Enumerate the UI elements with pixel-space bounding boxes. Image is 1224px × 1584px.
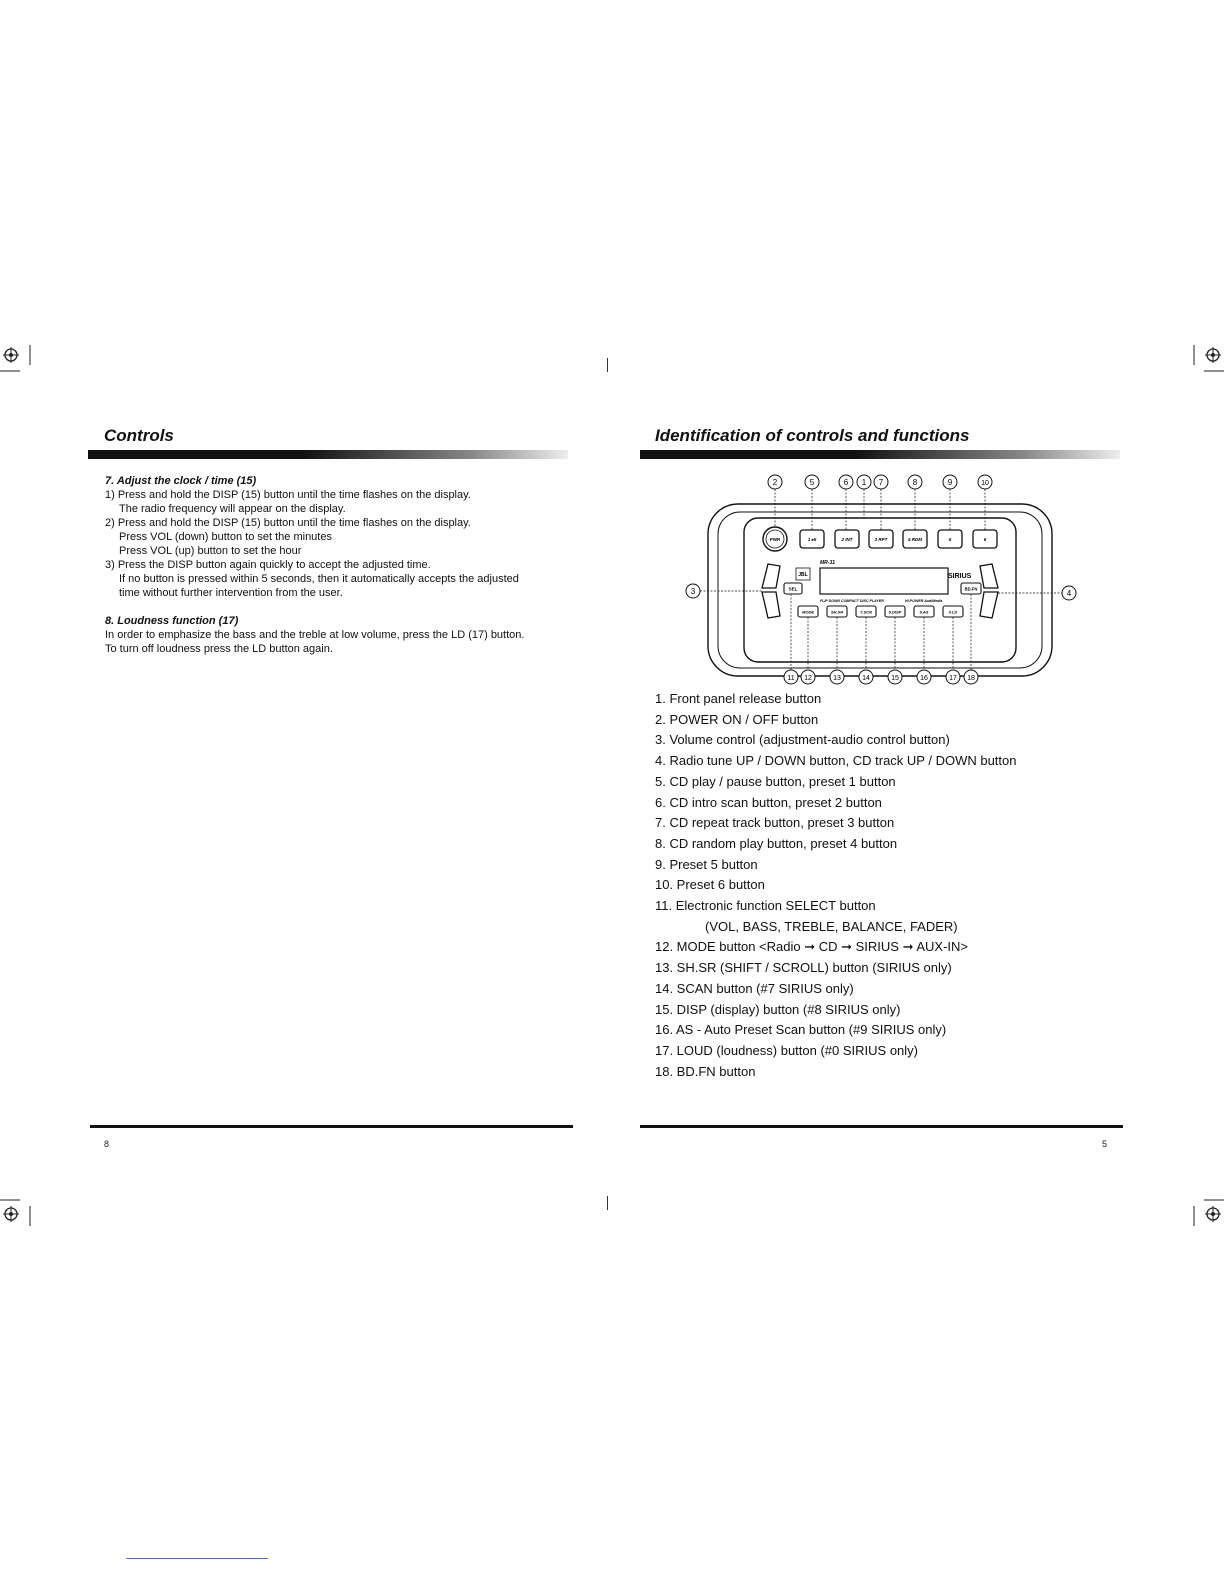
section-title: 7. Adjust the clock / time (15) xyxy=(105,475,257,487)
shsr-label: SH.SR xyxy=(830,609,844,615)
callout-9: 9 xyxy=(947,478,953,487)
tune-up-rocker xyxy=(980,564,998,588)
tune-down-rocker xyxy=(980,592,998,618)
callout-11: 11 xyxy=(787,675,795,682)
preset-2-label: 2 INT xyxy=(841,537,853,542)
sirius-logo: SIRIUS xyxy=(948,573,972,580)
caption-left: FLIP DOWN COMPACT DISC PLAYER xyxy=(820,599,884,603)
callout-16: 16 xyxy=(920,675,928,682)
footer-rule xyxy=(640,1125,1123,1128)
callout-8: 8 xyxy=(912,478,918,487)
list-item: 13. SH.SR (SHIFT / SCROLL) button (SIRIUS only) xyxy=(655,960,952,976)
text-line: Press VOL (down) button to set the minutes xyxy=(119,531,332,543)
volume-down-rocker xyxy=(762,592,780,618)
list-item: 14. SCAN button (#7 SIRIUS only) xyxy=(655,980,854,996)
preset-5-label: 5 xyxy=(948,537,952,542)
brand-badge-label: JBL xyxy=(798,572,808,578)
left-page-heading: Controls xyxy=(104,426,174,445)
list-item: 17. LOUD (loudness) button (#0 SIRIUS only) xyxy=(655,1042,919,1058)
mode-label: MODE xyxy=(802,609,814,615)
text-line: 1) Press and hold the DISP (15) button until the time flashes on the display. xyxy=(105,489,471,501)
list-item: 15. DISP (display) button (#8 SIRIUS only) xyxy=(655,1001,901,1017)
callout-6: 6 xyxy=(843,478,849,487)
lcd-display xyxy=(820,568,948,594)
scan-label: 7.SCN xyxy=(860,609,872,615)
caption-right: HI-POWER AudiMedia xyxy=(905,599,943,603)
registration-mark-icon xyxy=(0,341,36,377)
callout-17: 17 xyxy=(949,675,957,682)
section-title: 8. Loudness function (17) xyxy=(105,615,239,627)
list-item: 18. BD.FN button xyxy=(655,1063,756,1079)
list-item: 8. CD random play button, preset 4 button xyxy=(655,835,898,851)
callout-1: 1 xyxy=(861,478,867,487)
heading-bar xyxy=(88,450,568,459)
page-number: 8 xyxy=(104,1139,110,1149)
page-number: 5 xyxy=(1102,1139,1108,1149)
text-line: time without further intervention from the user. xyxy=(119,587,343,599)
list-item: 5. CD play / pause button, preset 1 button xyxy=(655,773,896,789)
list-item: 10. Preset 6 button xyxy=(655,877,765,893)
center-crop-mark xyxy=(607,358,608,372)
text-line: If no button is pressed within 5 seconds, then it automatically accepts the adjusted xyxy=(119,573,519,585)
preset-6-label: 6 xyxy=(983,537,987,542)
text-line: In order to emphasize the bass and the treble at low volume, press the LD (17) button. xyxy=(105,629,525,641)
disp-label: 8.DISP xyxy=(888,609,902,615)
callout-15: 15 xyxy=(891,675,899,682)
list-item: 2. POWER ON / OFF button xyxy=(655,711,819,727)
callout-3: 3 xyxy=(690,587,696,596)
list-item: 6. CD intro scan button, preset 2 button xyxy=(655,794,882,810)
controls-list xyxy=(655,689,1125,1082)
callout-18: 18 xyxy=(967,675,975,682)
heading-bar xyxy=(640,450,1120,459)
list-item: (VOL, BASS, TREBLE, BALANCE, FADER) xyxy=(705,918,958,934)
list-item: 11. Electronic function SELECT button xyxy=(655,898,876,914)
text-line: 2) Press and hold the DISP (15) button until the time flashes on the display. xyxy=(105,517,471,529)
preset-4-label: 4 RDM xyxy=(907,537,923,542)
registration-mark-icon xyxy=(1188,341,1224,377)
footer-rule xyxy=(90,1125,573,1128)
list-item: 9. Preset 5 button xyxy=(655,856,758,872)
volume-up-rocker xyxy=(762,564,780,588)
callout-12: 12 xyxy=(804,675,812,682)
list-item: 3. Volume control (adjustment-audio control button) xyxy=(655,732,950,748)
sel-button-label: SEL xyxy=(788,586,798,592)
center-crop-mark xyxy=(607,1196,608,1210)
text-line: Press VOL (up) button to set the hour xyxy=(119,545,302,557)
power-button-label: PWR xyxy=(769,537,781,542)
section-loudness xyxy=(105,614,575,656)
text-line: The radio frequency will appear on the display. xyxy=(119,503,346,515)
callout-14: 14 xyxy=(862,675,870,682)
callout-7: 7 xyxy=(878,478,884,487)
callout-2: 2 xyxy=(772,478,778,487)
preset-3-label: 3 RPT xyxy=(874,537,888,542)
section-clock xyxy=(105,474,575,600)
bottom-underline xyxy=(126,1558,268,1559)
text-line: 3) Press the DISP button again quickly to accept the adjusted time. xyxy=(105,559,431,571)
right-page-heading: Identification of controls and functions xyxy=(655,426,970,445)
bdfn-button-label: BD.FN xyxy=(964,586,978,592)
callout-4: 4 xyxy=(1066,589,1072,598)
callout-5: 5 xyxy=(809,478,815,487)
registration-mark-icon xyxy=(0,1194,36,1230)
registration-mark-icon xyxy=(1188,1194,1224,1230)
list-item: 12. MODE button <Radio ➞ CD ➞ SIRIUS ➞ AUX-IN> xyxy=(655,939,969,955)
callout-10: 10 xyxy=(981,480,989,487)
model-label: MR-31 xyxy=(820,560,836,566)
radio-front-panel-diagram xyxy=(680,470,1080,722)
list-item: 1. Front panel release button xyxy=(655,691,822,706)
list-item: 4. Radio tune UP / DOWN button, CD track UP / DOWN button xyxy=(655,753,1017,769)
as-label: 9.AS xyxy=(919,609,929,615)
callout-13: 13 xyxy=(833,675,841,682)
ld-label: 0.LD xyxy=(948,609,958,615)
list-item: 16. AS - Auto Preset Scan button (#9 SIRIUS only) xyxy=(655,1022,947,1038)
list-item: 7. CD repeat track button, preset 3 button xyxy=(655,815,895,831)
preset-1-label: 1 ▸II xyxy=(807,537,817,542)
text-line: To turn off loudness press the LD button again. xyxy=(105,643,333,655)
